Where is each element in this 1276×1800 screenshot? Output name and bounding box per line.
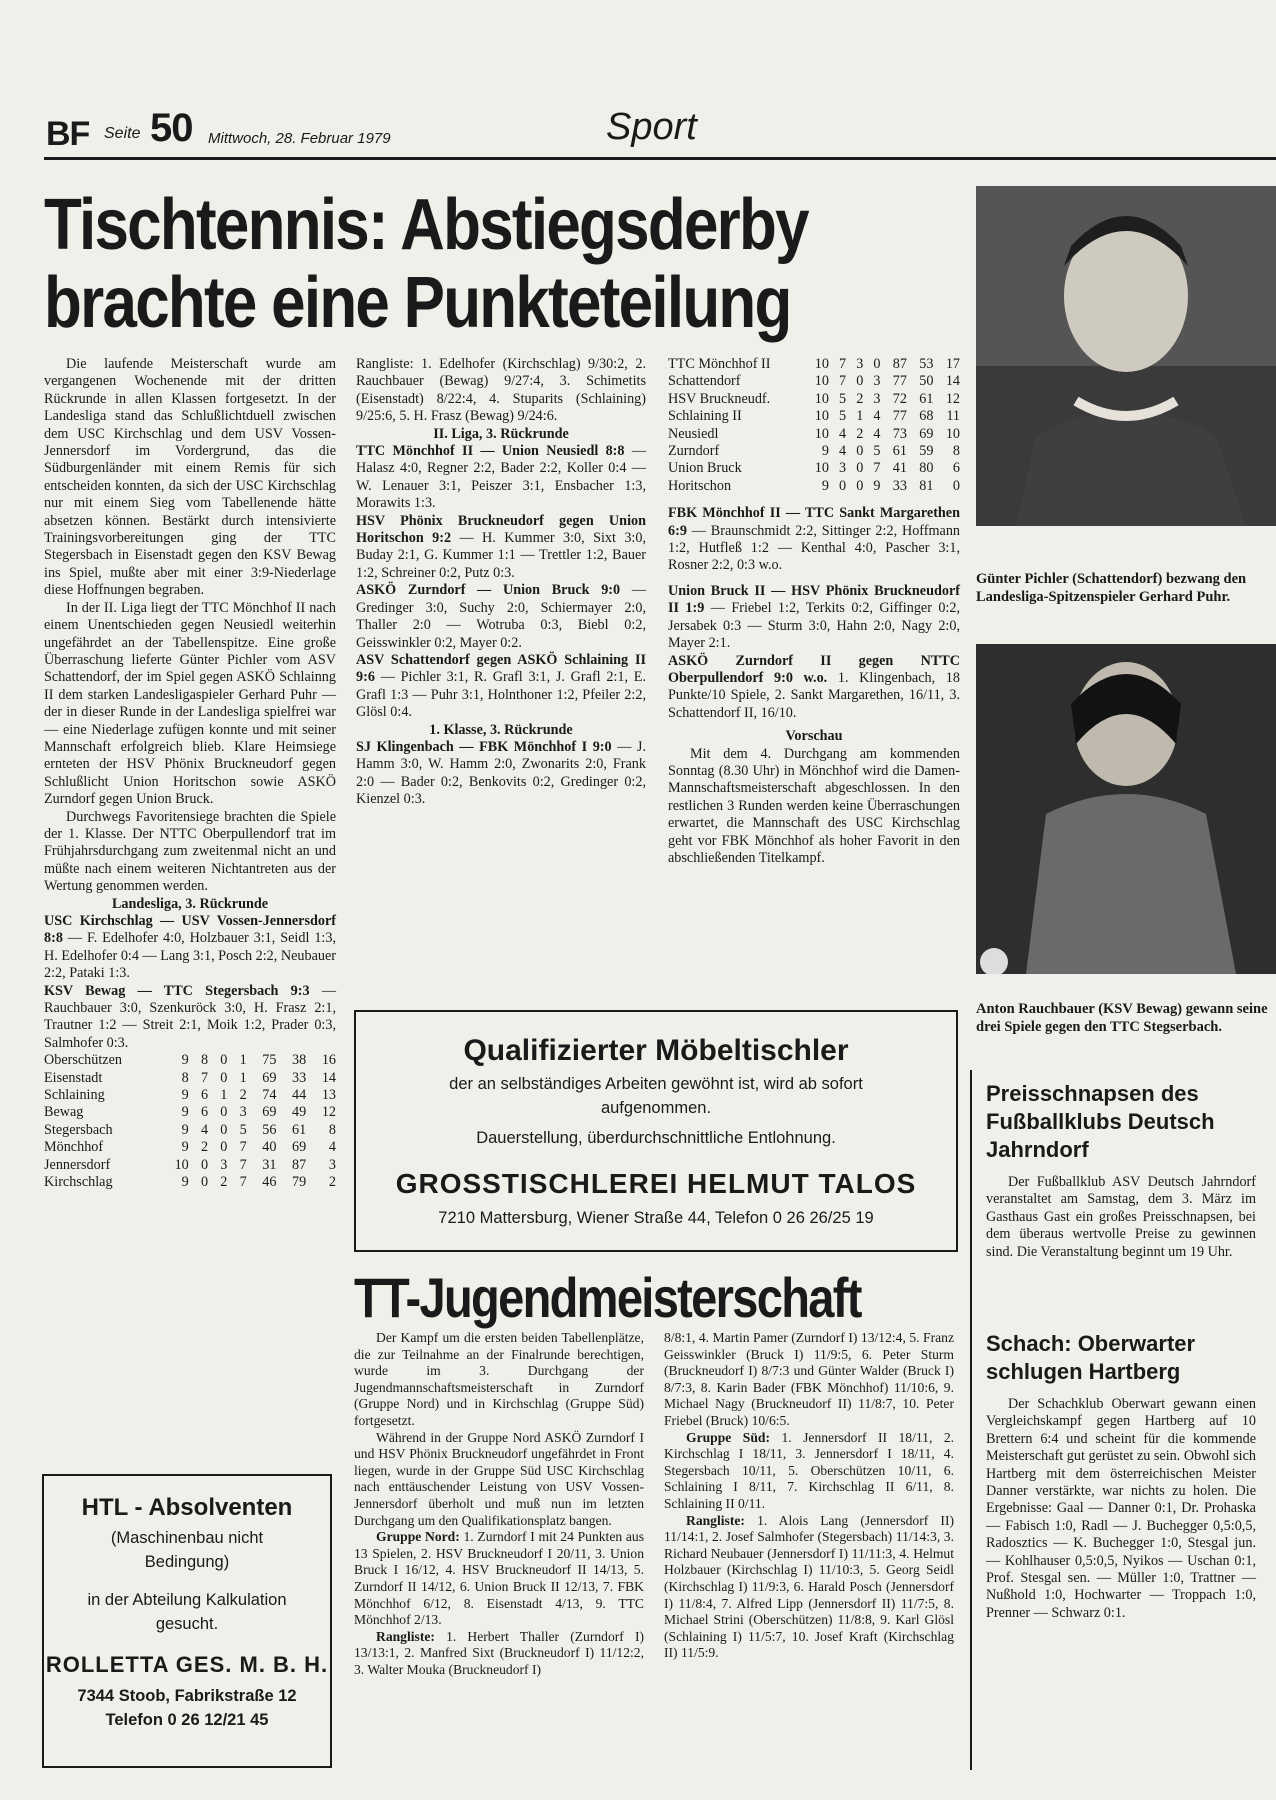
- stat-value: 75: [262, 1052, 277, 1069]
- match-result: — Pichler 3:1, R. Grafl 3:1, J. Grafl 2:1, E. Grafl 1:3 — Puhr 3:1, Holnthoner 1:2, Pfeiler 2:2, Glösl 0:4.: [356, 669, 647, 721]
- stat-value: 10: [814, 408, 829, 425]
- stat-value: 69: [262, 1104, 277, 1121]
- stat-value: 4: [839, 425, 847, 442]
- stat-value: 6: [200, 1087, 209, 1104]
- team-name: Horitschon: [668, 477, 732, 494]
- standings-row: [668, 443, 960, 460]
- stat-value: 72: [892, 390, 907, 407]
- team-name: Neusiedl: [668, 425, 719, 442]
- masthead-date: Mittwoch, 28. Februar 1979: [208, 130, 391, 147]
- stat-value: 33: [892, 477, 907, 494]
- stat-value: 9: [181, 1052, 189, 1069]
- stat-value: 6: [200, 1104, 209, 1121]
- stat-value: 17: [945, 356, 960, 372]
- stat-value: 3: [839, 460, 847, 477]
- stat-value: 9: [181, 1104, 189, 1121]
- stat-value: 77: [892, 408, 907, 425]
- label: Gruppe Süd:: [686, 1429, 770, 1445]
- paragraph: Der Kampf um die ersten beiden Tabellenplätze, die zur Teilnahme an der Finalrunde berechtigen, wurde im 3. Durchgang der Jugendmannschaftsmeisterschaft in Zurndorf (Gruppe Nord) und in Kirchschlag (Gruppe Süd) fortgesetzt.: [354, 1330, 644, 1428]
- match-result: — Braunschmidt 2:2, Sittinger 2:2, Hoffmann 1:2, Hutfleß 1:2 — Kenthal 4:0, Pascher 3:1, Rosner 2:2, 0:3 w.o.: [668, 522, 961, 574]
- stat-value: 2: [239, 1087, 247, 1104]
- stat-value: 7: [239, 1174, 247, 1191]
- standings-row: [44, 1122, 336, 1139]
- ad-moebeltischler: [354, 1010, 958, 1252]
- stat-value: 8: [181, 1069, 189, 1086]
- paragraph: Der Schachklub Oberwart gewann einen Vergleichskampf gegen Hartberg auf 10 Brettern 6:4 und scheint für die kommende Meisterschaft gut gerüstet zu sein. Obwohl sich Hartberg mit dem österreichischen Meister Danner verstärkte, war nichts zu holen. Die Ergebnisse: Gaal — Danner 0:1, Dr. Prohaska — Fabisch 1:0, Radl — J. Buchegger 0,5:0,5, Radosztics — K. Buchegger 1:0, Stesgal jun. — Kohlhauser 0,5:0,5, Nyikos — Uschan 0:1, Prof. Stesgal sen. — Müller 1:0, Trattner — Nußhold 1:0, Hochwarter — Troppach 1:0, Prenner — Schwarz 0:1.: [986, 1396, 1256, 1621]
- portrait-photo: [976, 186, 1276, 526]
- stat-value: 13: [321, 1087, 336, 1104]
- team-name: Bewag: [44, 1104, 84, 1121]
- stat-value: 0: [220, 1069, 228, 1086]
- ad-address: 7344 Stoob, Fabrikstraße 12: [77, 1687, 297, 1705]
- stat-value: 0: [856, 460, 864, 477]
- match-heading: FBK Mönchhof II — TTC Sankt Margarethen 6:9: [668, 505, 960, 539]
- label: Rangliste:: [686, 1512, 745, 1528]
- team-name: Schlaining: [44, 1087, 105, 1104]
- standings-row: [44, 1070, 336, 1087]
- stat-value: 7: [839, 356, 847, 372]
- stat-value: 40: [262, 1139, 277, 1156]
- team-name: Oberschützen: [44, 1052, 122, 1069]
- standings-row: [668, 391, 960, 408]
- stat-value: 0: [856, 373, 864, 390]
- section-heading: 1. Klasse, 3. Rückrunde: [429, 721, 573, 738]
- main-article-col3: [668, 356, 960, 867]
- stat-value: 9: [181, 1139, 189, 1156]
- masthead-rule: [44, 157, 1276, 160]
- photo-anton-rauchbauer: [976, 644, 1276, 974]
- main-article-col1: [44, 356, 336, 1192]
- paragraph: 8/8:1, 4. Martin Pamer (Zurndorf I) 13/12:4, 5. Franz Geisswinkler (Bruck I) 11/9:5, 6. Peter Sturm (Bruckneudorf I) 8/7:3 und Günter Walder (Bruck I) 8/7:3, 8. Karin Bader (FBK Mönchhof) 11/10:6, 9. Michael Nagy (Bruckneudorf II) 11/8:7, 10. Peter Friebel (Bruck) 10/6:5.: [664, 1330, 954, 1428]
- stat-value: 49: [292, 1104, 307, 1121]
- stat-value: 61: [919, 390, 934, 407]
- stat-value: 8: [200, 1052, 209, 1069]
- ad-company: GROSSTISCHLEREI HELMUT TALOS: [395, 1168, 917, 1199]
- stat-value: 3: [328, 1156, 336, 1173]
- stat-value: 9: [821, 443, 829, 460]
- stat-value: 7: [239, 1139, 247, 1156]
- stat-value: 56: [262, 1121, 277, 1138]
- stat-value: 10: [814, 356, 829, 372]
- stat-value: 10: [174, 1156, 189, 1173]
- stat-value: 16: [321, 1052, 336, 1069]
- stat-value: 79: [292, 1174, 307, 1191]
- stat-value: 10: [814, 460, 829, 477]
- masthead-paper: BF: [46, 115, 90, 153]
- team-name: Schattendorf: [668, 373, 741, 390]
- main-headline-line1: Tischtennis: Abstiegsderby: [44, 185, 808, 265]
- stat-value: 14: [945, 373, 960, 390]
- paragraph: 1. Zurndorf I mit 24 Punkten aus 13 Spielen, 2. HSV Bruckneudorf I 20/11, 3. Union Bruck I 16/12, 4. HSV Bruckneudorf II 14/13, 5. Zurndorf II 14/12, 6. Union Bruck II 12/13, 7. FBK Mönchhof 6/12, 8. Eisenstadt 4/13, 9. TTC Mönchhof 2/13.: [354, 1529, 644, 1628]
- stat-value: 80: [919, 460, 934, 477]
- match-heading: USC Kirchschlag — USV Vossen-Jennersdorf 8:8: [44, 913, 336, 947]
- stat-value: 53: [919, 356, 934, 372]
- stat-value: 0: [856, 443, 864, 460]
- match-result: — F. Edelhofer 4:0, Holzbauer 3:1, Seidl 1:3, H. Edelhofer 0:4 — Lang 3:1, Posch 2:2, Neubauer 2:2, Pataki 1:3.: [44, 930, 336, 982]
- match-result: — Rauchbauer 3:0, Szenkuröck 3:0, H. Frasz 2:1, Trautner 1:2 — Streit 2:1, Moik 1:2, Prader 0:3, Salmhofer 0:3.: [44, 982, 336, 1051]
- ad-text: Bedingung): [144, 1553, 230, 1571]
- stat-value: 2: [220, 1174, 228, 1191]
- label: Gruppe Nord:: [376, 1529, 460, 1545]
- paragraph: 1. Alois Lang (Jennersdorf II) 11/14:1, 2. Josef Salmhofer (Stegersbach) 11/14:3, 3. Richard Neubauer (Jennersdorf I) 11/11:3, 4. Helmut Holzbauer (Kirchschlag I) 11/10:3, 5. Georg Seidl (Kirchschlag I) 11/9:3, 6. Harald Posch (Jennersdorf I) 11/8:4, 7. Alfred Lipp (Jennersdorf II) 11/7:5, 8. Michael Strini (Oberschützen) 11/8:8, 9. Karl Glösl (Schlaining I) 11/5:7, 10. Josef Kraft (Kirchschlag II) 11/5:9.: [664, 1512, 954, 1661]
- stat-value: 69: [919, 425, 934, 442]
- liga2-standings-table: [668, 356, 960, 495]
- ad-address: 7210 Mattersburg, Wiener Straße 44, Telefon 0 26 26/25 19: [438, 1209, 874, 1227]
- team-name: TTC Mönchhof II: [668, 356, 771, 372]
- stat-value: 9: [821, 477, 829, 494]
- match-heading: ASV Schattendorf gegen ASKÖ Schlaining II 9:6: [356, 651, 646, 686]
- stat-value: 10: [814, 373, 829, 390]
- stat-value: 3: [220, 1156, 228, 1173]
- match-heading: ASKÖ Zurndorf — Union Bruck 9:0: [356, 582, 621, 599]
- stat-value: 9: [873, 477, 881, 494]
- standings-row: [668, 408, 960, 425]
- team-name: Union Bruck: [668, 460, 742, 477]
- stat-value: 38: [292, 1052, 307, 1069]
- sidebar-title: Schach: Oberwarter schlugen Hartberg: [986, 1331, 1196, 1384]
- stat-value: 46: [262, 1174, 277, 1191]
- stat-value: 2: [856, 425, 864, 442]
- stat-value: 5: [239, 1121, 247, 1138]
- sidebar-schach: [986, 1330, 1256, 1622]
- stat-value: 5: [873, 443, 881, 460]
- match-result: — H. Kummer 3:0, Sixt 3:0, Buday 2:1, G. Kummer 1:1 — Trettler 1:2, Bauer 1:2, Schreiner 0:2, Putz 0:3.: [356, 530, 646, 581]
- stat-value: 81: [919, 477, 934, 494]
- stat-value: 0: [220, 1052, 228, 1069]
- stat-value: 8: [328, 1121, 336, 1138]
- stat-value: 2: [328, 1174, 336, 1191]
- sidebar-text: [986, 1396, 1256, 1622]
- ad-text: aufgenommen.: [600, 1099, 712, 1117]
- team-name: Eisenstadt: [44, 1069, 103, 1086]
- stat-value: 10: [814, 390, 829, 407]
- stat-value: 9: [181, 1087, 189, 1104]
- paragraph: 1. Herbert Thaller (Zurndorf I) 13/13:1, 2. Manfred Sixt (Bruckneudorf I) 11/12:2, 3. Walter Mouka (Bruckneudorf I): [354, 1628, 644, 1677]
- stat-value: 3: [856, 356, 864, 372]
- standings-row: [668, 373, 960, 390]
- team-name: Schlaining II: [668, 408, 742, 425]
- sidebar-text: [986, 1174, 1256, 1261]
- stat-value: 2: [200, 1139, 209, 1156]
- stat-value: 4: [328, 1139, 336, 1156]
- paragraph: Durchwegs Favoritensiege brachten die Spiele der 1. Klasse. Der NTTC Oberpullendorf trat im Frühjahrsdurchgang zum zweitenmal nicht an und müßte nach einem weiteren Nichtantreten aus der Wertung genommen werden.: [44, 808, 336, 895]
- standings-row: [44, 1157, 336, 1174]
- stat-value: 3: [873, 373, 881, 390]
- standings-row: [668, 460, 960, 477]
- stat-value: 1: [239, 1052, 247, 1069]
- ad-text: der an selbständiges Arbeiten gewöhnt ist, wird ab sofort: [449, 1075, 863, 1093]
- main-headline-line2: brachte eine Punkteteilung: [44, 263, 791, 343]
- tt-article-col1: [354, 1330, 644, 1678]
- paragraph: Mit dem 4. Durchgang am kommenden Sonntag (8.30 Uhr) in Mönchhof wird die Damen-Mannschaftsmeisterschaft abgeschlossen. In den restlichen 3 Runden werden keine Überraschungen erwartet, die Mannschaft des USC Kirchschlag geht vor FBK Mönchhof als hoher Favorit in den abschließenden Titelkampf.: [668, 745, 960, 866]
- stat-value: 5: [839, 390, 847, 407]
- stat-value: 41: [892, 460, 907, 477]
- match-result: — Friebel 1:2, Terkits 0:2, Giffinger 0:2, Jersabek 0:3 — Sturm 3:0, Hahn 2:0, Nagy 2:0, Mayer 2:1.: [668, 600, 961, 652]
- stat-value: 11: [946, 408, 960, 425]
- stat-value: 12: [321, 1104, 336, 1121]
- ad-title: Qualifizierter Möbeltischler: [463, 1034, 849, 1067]
- stat-value: 10: [945, 425, 960, 442]
- paragraph: Während in der Gruppe Nord ASKÖ Zurndorf I und HSV Phönix Bruckneudorf ungefährdet in Front liegen, wurde in der Gruppe Süd USC Kirchschlag nach enttäuschender Leistung von USV Vossen-Jennersdorf überholt und muß nun im letzten Durchgang um den Qualifikationsplatz bangen.: [354, 1429, 644, 1528]
- stat-value: 0: [873, 356, 881, 372]
- standings-row: [668, 356, 960, 373]
- tt-article-col2: [664, 1330, 954, 1662]
- match-result: — Halasz 4:0, Regner 2:2, Bader 2:2, Koller 0:4 — W. Lenauer 3:1, Peiszer 3:1, Ensbacher 1:3, Morawits 1:3.: [356, 443, 646, 512]
- match-heading: Union Bruck II — HSV Phönix Bruckneudorf II 1:9: [668, 582, 960, 617]
- stat-value: 0: [856, 477, 864, 494]
- team-name: Kirchschlag: [44, 1174, 113, 1191]
- stat-value: 14: [321, 1069, 336, 1086]
- paragraph: Die laufende Meisterschaft wurde am vergangenen Wochenende mit der dritten Rückrunde in allen Klassen fortgesetzt. In der Landesliga stand das Schlußlichtduell zwischen dem USC Kirchschlag und dem USV Vossen-Jennersdorf im Vordergrund, das die Südburgenländer mit einem Remis für sich entscheiden konnten, da sich der USC Kirchschlag nur mit einem Sieg vom Tabellenende hätte absetzen können. Bestärkt durch intensivierte Trainingsvorbereitungen ging der TTC Stegersbach in Eisenstadt gegen den KSV Bewag ins Spiel, mußte aber mit einer 3:9-Niederlage diese Hoffnungen begraben.: [44, 356, 336, 599]
- stat-value: 61: [892, 443, 907, 460]
- sidebar-schnapsen: [986, 1080, 1256, 1261]
- stat-value: 69: [262, 1069, 277, 1086]
- standings-row: [44, 1052, 336, 1069]
- stat-value: 9: [181, 1121, 189, 1138]
- stat-value: 12: [945, 390, 960, 407]
- stat-value: 77: [892, 373, 907, 390]
- stat-value: 4: [839, 443, 847, 460]
- paragraph: Der Fußballklub ASV Deutsch Jahrndorf veranstaltet am Samstag, dem 3. März im Gasthaus Gast ein großes Preisschnapsen, bei dem überaus wertvolle Preise zu gewinnen sind. Die Veranstaltung beginnt um 19 Uhr.: [986, 1174, 1256, 1260]
- stat-value: 8: [952, 443, 960, 460]
- stat-value: 0: [220, 1121, 228, 1138]
- main-article-col2: [356, 356, 646, 809]
- stat-value: 87: [892, 356, 907, 372]
- match-heading: SJ Klingenbach — FBK Mönchhof I 9:0: [356, 738, 612, 755]
- stat-value: 3: [239, 1104, 247, 1121]
- stat-value: 59: [919, 443, 934, 460]
- section-heading: II. Liga, 3. Rückrunde: [433, 425, 569, 442]
- stat-value: 50: [919, 373, 934, 390]
- masthead-page-label: Seite: [104, 125, 141, 142]
- tt-headline: TT-Jugendmeisterschaft: [354, 1266, 861, 1329]
- stat-value: 9: [181, 1174, 189, 1191]
- stat-value: 0: [839, 477, 847, 494]
- stat-value: 33: [292, 1069, 307, 1086]
- section-heading: Landesliga, 3. Rückrunde: [111, 895, 269, 912]
- stat-value: 1: [220, 1087, 228, 1104]
- stat-value: 7: [200, 1069, 209, 1086]
- stat-value: 74: [262, 1087, 277, 1104]
- stat-value: 1: [239, 1069, 247, 1086]
- stat-value: 0: [952, 477, 960, 494]
- stat-value: 44: [292, 1087, 307, 1104]
- photo1-caption: Günter Pichler (Schattendorf) bezwang den Landesliga-Spitzenspieler Gerhard Puhr.: [976, 571, 1247, 605]
- stat-value: 73: [892, 425, 907, 442]
- standings-row: [44, 1104, 336, 1121]
- stat-value: 6: [952, 460, 960, 477]
- masthead-section: Sport: [606, 106, 697, 148]
- team-name: HSV Bruckneudf.: [668, 390, 771, 407]
- stat-value: 0: [220, 1104, 228, 1121]
- team-name: Jennersdorf: [44, 1156, 111, 1173]
- stat-value: 0: [200, 1174, 209, 1191]
- standings-row: [668, 478, 960, 495]
- photo2-caption: Anton Rauchbauer (KSV Bewag) gewann seine drei Spiele gegen den TTC Stegserbach.: [976, 1001, 1268, 1035]
- stat-value: 0: [200, 1156, 209, 1173]
- standings-row: [44, 1174, 336, 1191]
- match-heading: TTC Mönchhof II — Union Neusiedl 8:8: [356, 443, 625, 460]
- match-heading: ASKÖ Zurndorf II gegen NTTC Oberpullendorf 9:0 w.o.: [668, 652, 960, 686]
- ad-htl-absolventen: [42, 1474, 332, 1768]
- stat-value: 31: [262, 1156, 277, 1173]
- photo-guenter-pichler: [976, 186, 1276, 526]
- stat-value: 2: [856, 390, 864, 407]
- stat-value: 0: [220, 1139, 228, 1156]
- masthead-page-number: 50: [150, 106, 193, 150]
- standings-row: [44, 1139, 336, 1156]
- stat-value: 69: [292, 1139, 307, 1156]
- stat-value: 3: [873, 390, 881, 407]
- stat-value: 10: [814, 425, 829, 442]
- stat-value: 4: [873, 408, 881, 425]
- label: Rangliste:: [376, 1628, 435, 1644]
- ad-text: (Maschinenbau nicht: [110, 1529, 264, 1547]
- section-heading: Vorschau: [785, 728, 843, 745]
- stat-value: 1: [856, 408, 864, 425]
- ad-company: ROLLETTA GES. M. B. H.: [45, 1652, 329, 1677]
- match-result: 1. Klingenbach, 18 Punkte/10 Spiele, 2. Sankt Margarethen, 16/11, 3. Schattendorf II, 16/10.: [668, 669, 960, 721]
- ad-text: Dauerstellung, überdurchschnittliche Entlohnung.: [476, 1129, 836, 1147]
- stat-value: 7: [239, 1156, 247, 1173]
- ad-text: gesucht.: [155, 1615, 219, 1633]
- match-heading: HSV Phönix Bruckneudorf gegen Union Horitschon 9:2: [356, 512, 646, 547]
- standings-row: [668, 426, 960, 443]
- stat-value: 4: [200, 1121, 209, 1138]
- sidebar-title: Preisschnapsen des Fußballklubs Deutsch Jahrndorf: [986, 1081, 1215, 1162]
- stat-value: 87: [292, 1156, 307, 1173]
- stat-value: 5: [839, 408, 847, 425]
- ad-title: HTL - Absolventen: [81, 1494, 293, 1521]
- ad-phone: Telefon 0 26 12/21 45: [105, 1711, 269, 1729]
- match-result: — J. Hamm 3:0, W. Hamm 2:0, Zwonarits 2:0, Frank 2:0 — Bader 0:2, Benkovits 0:2, Gredinger 0:2, Kienzel 0:3.: [356, 738, 646, 808]
- paragraph: 1. Jennersdorf II 18/11, 2. Kirchschlag I 18/11, 3. Jennersdorf I 18/11, 4. Stegersbach 10/11, 5. Oberschützen 10/11, 6. Schlaining I 8/11, 7. Kirchschlag II 6/11, 8. Schlaining II 0/11.: [664, 1429, 955, 1511]
- stat-value: 4: [873, 425, 881, 442]
- paragraph: In der II. Liga liegt der TTC Mönchhof II nach einem Unentschieden gegen Neusiedl weiterhin ungefährdet an der Tabellenspitze. Eine große Überraschung lieferte Günter Pichler vom ASV Schattendorf, der im Spiel gegen ASKÖ Schlainng II dem starken Landesligaspieler Gerhard Puhr — der in dieser Runde in der Landesliga spielfrei war — eine Niederlage zufügen konnte und mit seiner Mannschaft erfolgreich blieb. Klare Heimsiege ernteten der HSV Phönix Bruckneudorf gegen Schlußlicht Union Horitschon sowie ASKÖ Zurndorf gegen Union Bruck.: [44, 599, 336, 808]
- standings-row: [44, 1087, 336, 1104]
- landesliga-standings-table: [44, 1052, 336, 1191]
- stat-value: 68: [919, 408, 934, 425]
- match-result: — Gredinger 3:0, Suchy 2:0, Schiermayer 2:0, Thaller 2:0 — Wotruba 0:3, Biebl 0:2, Geisswinkler 0:2, Mayer 0:2.: [356, 582, 647, 651]
- stat-value: 7: [873, 460, 881, 477]
- stat-value: 7: [839, 373, 847, 390]
- team-name: Stegersbach: [44, 1121, 113, 1138]
- sidebar-rule: [970, 1070, 972, 1770]
- action-photo: [976, 644, 1276, 974]
- team-name: Mönchhof: [44, 1139, 104, 1156]
- team-name: Zurndorf: [668, 443, 720, 460]
- rangliste-text: Rangliste: 1. Edelhofer (Kirchschlag) 9/30:2, 2. Rauchbauer (Bewag) 9/27:4, 3. Schimetits (Eisenstadt) 8/22:4, 4. Stuparits (Schlaining) 9/25:6, 5. H. Frasz (Bewag) 9/24:6.: [356, 356, 646, 425]
- match-heading: KSV Bewag — TTC Stegersbach 9:3: [44, 982, 310, 999]
- ad-text: in der Abteilung Kalkulation: [87, 1591, 287, 1609]
- stat-value: 61: [292, 1121, 307, 1138]
